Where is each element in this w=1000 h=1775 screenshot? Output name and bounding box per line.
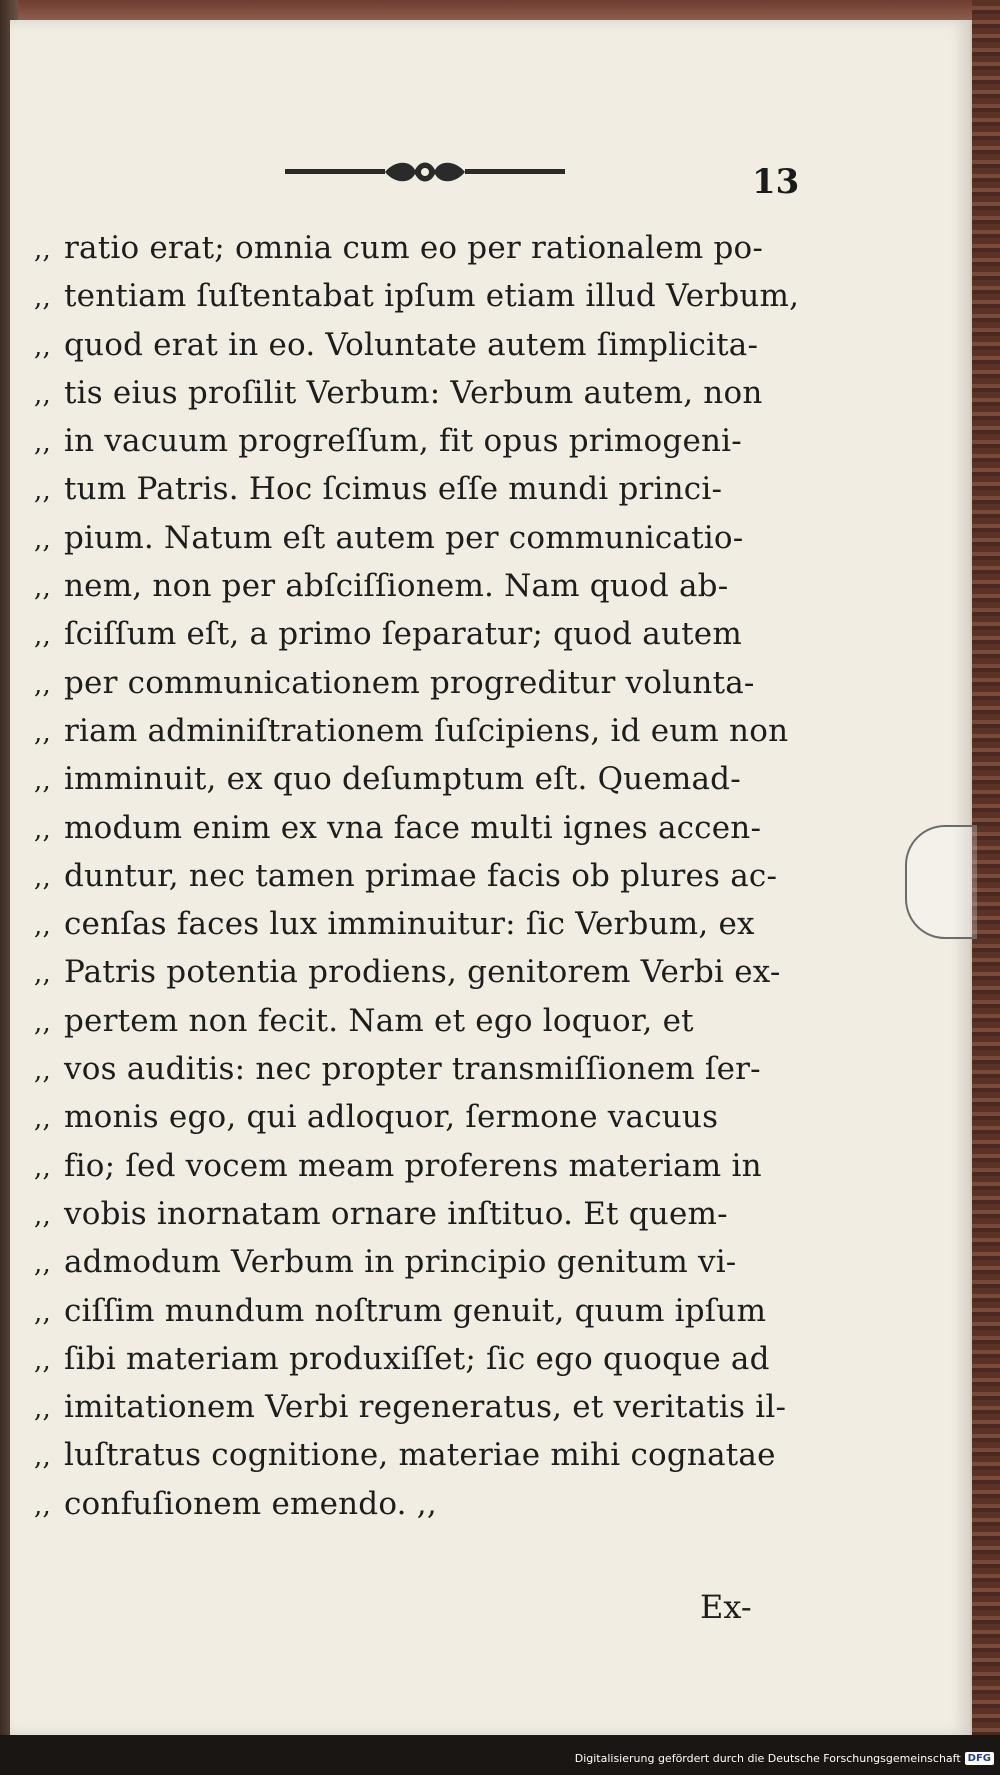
line-text: duntur, nec tamen primae facis ob plures ac-	[64, 857, 778, 894]
line-text: cenſas faces lux imminuitur: ſic Verbum, ex	[64, 906, 755, 943]
line-text: Patris potentia prodiens, genitorem Verbi ex-	[64, 954, 781, 991]
quote-mark: ,,	[34, 1056, 51, 1087]
quote-mark: ,,	[34, 1152, 51, 1183]
quote-mark: ,,	[34, 862, 51, 893]
quote-mark: ,,	[34, 1345, 51, 1376]
line-text: ratio erat; omnia cum eo per rationalem po-	[64, 230, 764, 266]
line-text: tum Patris. Hoc ſcimus eſſe mundi princi-	[64, 471, 723, 508]
quote-mark: ,,	[34, 476, 51, 507]
text-line	[34, 369, 814, 417]
quote-mark: ,,	[34, 283, 51, 314]
quote-mark: ,,	[34, 1442, 51, 1473]
quote-mark: ,,	[34, 814, 51, 845]
quote-mark: ,,	[34, 1104, 51, 1135]
quote-mark: ,,	[34, 766, 51, 797]
text-line	[34, 659, 814, 707]
line-text: imitationem Verbi regeneratus, et veritatis il-	[64, 1389, 787, 1426]
digitization-credit	[575, 1747, 994, 1769]
line-text: pertem non fecit. Nam et ego loquor, et	[64, 1002, 694, 1039]
text-line	[34, 1093, 814, 1141]
text-line	[34, 272, 814, 320]
quote-mark: ,,	[34, 621, 51, 652]
quote-mark: ,,	[34, 379, 51, 410]
text-line	[34, 948, 814, 996]
text-line	[34, 1190, 814, 1238]
text-block	[34, 224, 814, 1528]
text-line	[34, 1480, 814, 1528]
text-line	[34, 997, 814, 1045]
credit-text: Digitalisierung gefördert durch die Deutsche Forschungsgemeinschaft	[574, 1751, 961, 1765]
line-text: tentiam ſuſtentabat ipſum etiam illud Verbum,	[64, 278, 800, 315]
line-text: fio; ſed vocem meam proferens materiam in	[64, 1147, 762, 1184]
line-text: admodum Verbum in principio genitum vi-	[64, 1244, 737, 1281]
text-line	[34, 1287, 814, 1335]
text-line	[34, 417, 814, 465]
line-text: ſciſſum eſt, a primo ſeparatur; quod autem	[64, 616, 742, 653]
catchword: Ex-	[700, 1588, 752, 1626]
text-line	[34, 514, 814, 562]
line-text: tis eius proſilit Verbum: Verbum autem, non	[64, 374, 763, 411]
line-text: pium. Natum eſt autem per communicatio-	[64, 519, 744, 556]
header-ornament-icon	[285, 158, 565, 186]
text-line	[34, 755, 814, 803]
quote-mark: ,,	[34, 1490, 51, 1521]
dfg-logo-icon: DFG	[965, 1752, 994, 1765]
text-line	[34, 852, 814, 900]
text-line	[34, 1045, 814, 1093]
quote-mark: ,,	[34, 1394, 51, 1425]
text-line	[34, 224, 814, 272]
quote-mark: ,,	[34, 717, 51, 748]
line-text: vos auditis: nec propter transmiſſionem ſer-	[64, 1051, 761, 1088]
text-line	[34, 1142, 814, 1190]
line-text: confuſionem emendo. ,,	[64, 1485, 437, 1522]
text-line	[34, 321, 814, 369]
text-line	[34, 900, 814, 948]
line-text: vobis inornatam ornare inſtituo. Et quem-	[64, 1195, 728, 1232]
text-line	[34, 1238, 814, 1286]
quote-mark: ,,	[34, 524, 51, 555]
quote-mark: ,,	[34, 235, 51, 265]
quote-mark: ,,	[34, 669, 51, 700]
line-text: nem, non per abſciſſionem. Nam quod ab-	[64, 568, 729, 605]
line-text: in vacuum progreſſum, fit opus primogeni-	[64, 423, 742, 460]
text-line	[34, 1431, 814, 1479]
quote-mark: ,,	[34, 1249, 51, 1280]
page-number: 13	[752, 162, 800, 202]
page-clip	[905, 825, 977, 939]
line-text: per communicationem progreditur volunta-	[64, 664, 755, 701]
text-line	[34, 1335, 814, 1383]
text-line	[34, 610, 814, 658]
text-line	[34, 804, 814, 852]
book-page	[10, 20, 972, 1735]
line-text: modum enim ex vna face multi ignes accen-	[64, 809, 762, 846]
quote-mark: ,,	[34, 1200, 51, 1231]
text-line	[34, 1383, 814, 1431]
quote-mark: ,,	[34, 1297, 51, 1328]
quote-mark: ,,	[34, 1007, 51, 1038]
quote-mark: ,,	[34, 573, 51, 604]
text-line	[34, 562, 814, 610]
quote-mark: ,,	[34, 959, 51, 990]
quote-mark: ,,	[34, 428, 51, 459]
line-text: riam adminiſtrationem ſuſcipiens, id eum non	[64, 712, 789, 749]
quote-mark: ,,	[34, 911, 51, 942]
line-text: quod erat in eo. Voluntate autem ſimplicita-	[64, 326, 759, 363]
line-text: ciſſim mundum noſtrum genuit, quum ipſum	[64, 1292, 767, 1329]
quote-mark: ,,	[34, 331, 51, 362]
line-text: ſibi materiam produxiſſet; ſic ego quoque ad	[64, 1340, 770, 1377]
line-text: luſtratus cognitione, materiae mihi cognatae	[64, 1437, 776, 1474]
line-text: monis ego, qui adloquor, ſermone vacuus	[64, 1099, 719, 1136]
text-line	[34, 465, 814, 513]
text-line	[34, 707, 814, 755]
line-text: imminuit, ex quo deſumptum eſt. Quemad-	[64, 761, 741, 798]
